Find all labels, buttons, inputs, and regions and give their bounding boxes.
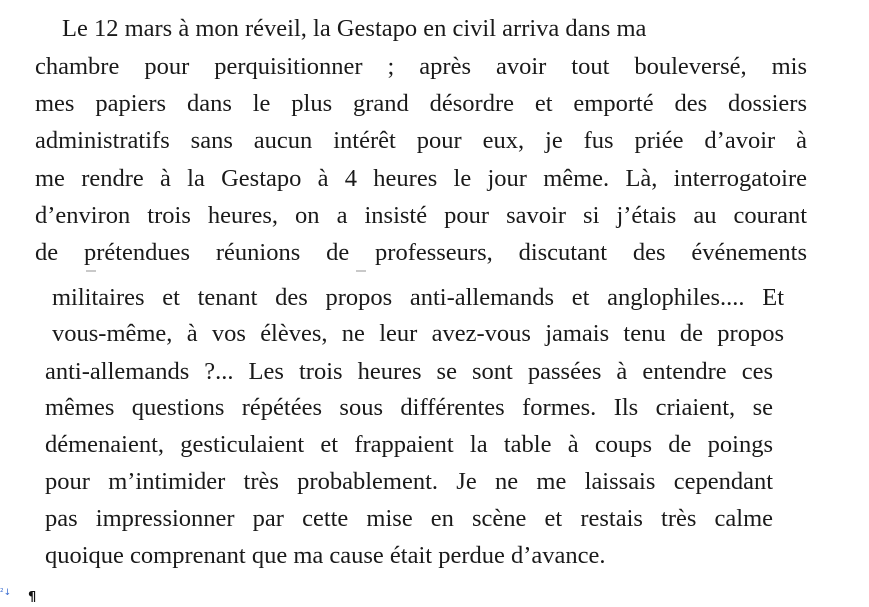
pilcrow-mark: ¶ — [28, 590, 37, 605]
text-line-1-2: chambre pour perquisitionner ; après avoir tout bouleversé, mis — [35, 53, 807, 80]
text-line-2-6: pour m’intimider très probablement. Je ne me laissais cependant — [45, 468, 773, 495]
text-line-1-4: administratifs sans aucun intérêt pour eux, je fus priée d’avoir à — [35, 127, 807, 154]
text-line-2-2: vous-même, à vos élèves, ne leur avez-vous jamais tenu de propos — [52, 320, 784, 347]
blue-marker: ²↓ — [0, 588, 12, 598]
text-line-1-1: Le 12 mars à mon réveil, la Gestapo en civil arriva dans ma — [62, 15, 647, 42]
text-line-2-7: pas impressionner par cette mise en scène et restais très calme — [45, 505, 773, 532]
text-line-2-5: démenaient, gesticulaient et frappaient la table à coups de poings — [45, 431, 773, 458]
text-line-1-6: d’environ trois heures, on a insisté pour savoir si j’étais au courant — [35, 202, 807, 229]
text-line-1-3: mes papiers dans le plus grand désordre et emporté des dossiers — [35, 90, 807, 117]
text-line-2-4: mêmes questions répétées sous différentes formes. Ils criaient, se — [45, 394, 773, 421]
scan-artifact — [86, 270, 96, 272]
text-line-1-5: me rendre à la Gestapo à 4 heures le jour même. Là, interrogatoire — [35, 165, 807, 192]
text-line-1-7: de prétendues réunions de professeurs, discutant des événements — [35, 239, 807, 266]
text-line-2-8: quoique comprenant que ma cause était perdue d’avance. — [45, 542, 606, 569]
text-line-2-3: anti-allemands ?... Les trois heures se sont passées à entendre ces — [45, 358, 773, 385]
scan-artifact — [356, 270, 366, 272]
text-line-2-1: militaires et tenant des propos anti-allemands et anglophiles.... Et — [52, 284, 784, 311]
